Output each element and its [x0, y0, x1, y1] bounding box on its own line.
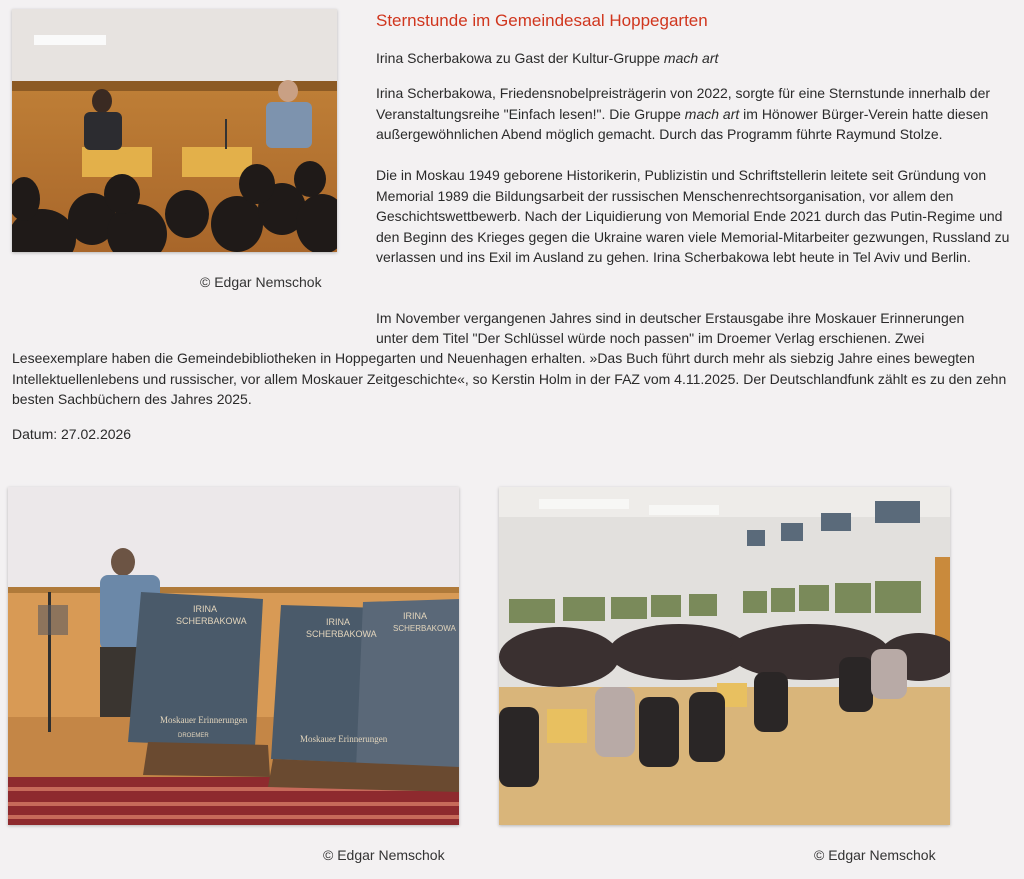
article-date: Datum: 27.02.2026 [12, 426, 132, 442]
photo-books-table [8, 487, 459, 825]
paragraph-1-text-b: im Hönower Bürger-Verein hatte diesen außergewöhnlichen Abend möglich gemacht. Durch das Programm führte Raymund Stolze. [376, 105, 989, 142]
photo-audience [499, 487, 950, 825]
paragraph-1-text-a: Irina Scherbakowa, Friedensnobelpreisträgerin von 2022, sorgte für eine Sternstunde innerhalb der Veranstaltungsreihe "Einfach lesen!". Die Gruppe [376, 85, 991, 122]
photo-credit-audience: © Edgar Nemschok [814, 847, 936, 863]
subtitle-text: Irina Scherbakowa zu Gast der Kultur-Gruppe [376, 50, 664, 66]
books-table-image [8, 487, 459, 825]
article-subtitle [376, 48, 1016, 69]
book-2-author-line-2: SCHERBAKOWA [306, 629, 377, 639]
paragraph-1-group-name: mach art [684, 105, 740, 122]
book-1-author-line-1: IRINA [193, 604, 218, 614]
article-paragraph-2: Die in Moskau 1949 geborene Historikerin, Publizistin und Schriftstellerin leitete seit Gründung von Memorial 1989 die Bildungsarbeit der russischen Menschenrechtsorganisation, vor allem den Geschichtswettbewerb. Nach der Liquidierung von Memorial Ende 2021 durch das Putin-Regime und den Beginn des Krieges gegen die Ukraine waren viele Memorial-Mitarbeiter gezwungen, Russland zu verlassen und ins Exil im Ausland zu gehen. Irina Scherbakowa lebt heute in Tel Aviv und Berlin. [376, 167, 1010, 265]
book-1-publisher: DROEMER [178, 733, 209, 739]
photo-credit-books: © Edgar Nemschok [323, 847, 445, 863]
book-1-author-line-2: SCHERBAKOWA [176, 616, 247, 626]
book-3-author-line-2: SCHERBAKOWA [393, 624, 456, 633]
photo-reading-stage [12, 9, 337, 252]
article-paragraph-1 [376, 83, 1021, 145]
book-2-author-line-1: IRINA [326, 617, 351, 627]
subtitle-group-name: mach art [663, 50, 719, 66]
book-1-subtitle: Moskauer Erinnerungen [160, 715, 248, 725]
article-paragraph-3-line-1: Im November vergangenen Jahres sind in deutscher Erstausgabe ihre Moskauer Erinnerungen [376, 310, 965, 326]
reading-stage-image [12, 9, 337, 252]
article-paragraph-3-line-2: unter dem Titel "Der Schlüssel würde noch passen" im Droemer Verlag erschienen. Zwei [376, 330, 925, 346]
article-title: Sternstunde im Gemeindesaal Hoppegarten [376, 11, 708, 30]
book-3-author-line-1: IRINA [403, 611, 428, 621]
article-paragraph-3-rest: Leseexemplare haben die Gemeindebibliotheken in Hoppegarten und Neuenhagen erhalten. »Das Buch führt durch mehr als siebzig Jahre eines bewegten Intellektuellenlebens und russischer, vor allem Moskauer Zeitgeschichte«, so Kerstin Holm in der FAZ vom 4.11.2025. Der Deutschlandfunk zählt es zu den zehn besten Sachbüchern des Jahres 2025. [12, 350, 1007, 407]
audience-image [499, 487, 950, 825]
photo-credit-top: © Edgar Nemschok [200, 274, 322, 290]
book-2-subtitle: Moskauer Erinnerungen [300, 734, 388, 744]
